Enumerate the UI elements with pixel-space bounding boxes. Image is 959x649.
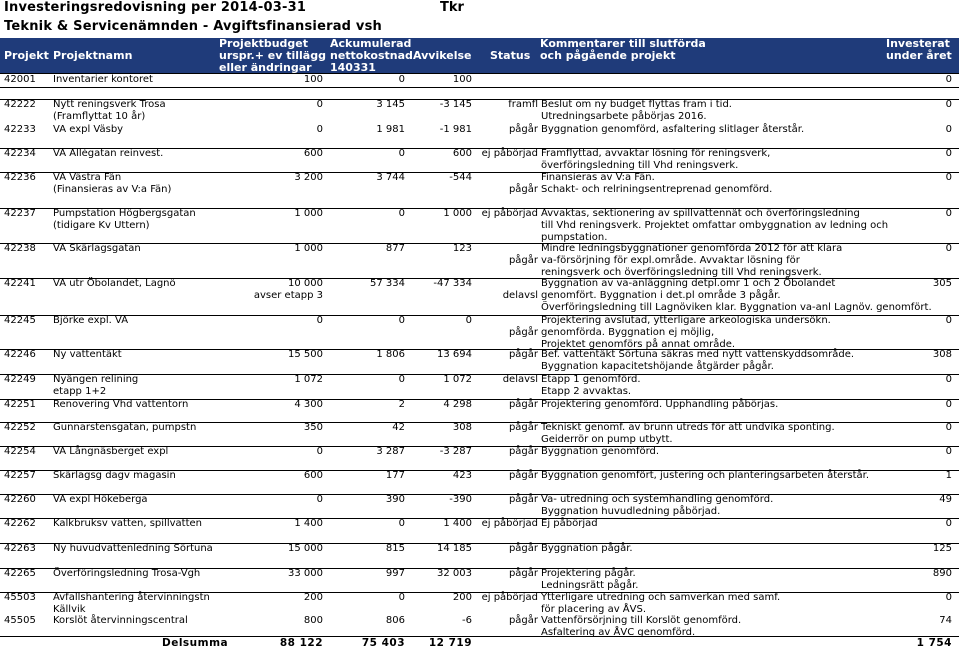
row-ack: 0 bbox=[398, 148, 405, 159]
col-budget-1: Projektbudget bbox=[219, 37, 309, 50]
row-project-name: Gunnarstensgatan, pumpstn bbox=[53, 422, 197, 433]
row-comment: Byggnation genomförd. bbox=[541, 446, 660, 457]
row-project-name: VA Allégatan reinvest. bbox=[53, 148, 164, 159]
row-avvikelse: 423 bbox=[452, 470, 472, 481]
row-investerat: 0 bbox=[945, 243, 952, 254]
row-budget: 0 bbox=[316, 446, 323, 457]
row-status: pågår bbox=[508, 543, 538, 554]
row-project-name: Skärlagsg dagv magasin bbox=[53, 470, 176, 481]
row-project-id: 42251 bbox=[4, 399, 36, 410]
row-comment: Byggnation huvudledning påbörjad. bbox=[541, 506, 721, 517]
row-investerat: 0 bbox=[945, 592, 952, 603]
row-ack: 57 334 bbox=[370, 278, 405, 289]
row-budget: 0 bbox=[316, 124, 323, 135]
footer-rule bbox=[0, 636, 959, 637]
row-status: ej påbörjad bbox=[481, 592, 538, 603]
row-comment: Va- utredning och systemhandling genomförd. bbox=[541, 494, 774, 505]
row-project-id: 42236 bbox=[4, 172, 36, 183]
row-investerat: 0 bbox=[945, 99, 952, 110]
row-investerat: 0 bbox=[945, 74, 952, 85]
row-project-id: 42237 bbox=[4, 208, 36, 219]
row-investerat: 125 bbox=[932, 543, 952, 554]
row-budget: 200 bbox=[303, 592, 323, 603]
row-ack: 3 287 bbox=[376, 446, 405, 457]
row-investerat: 0 bbox=[945, 172, 952, 183]
row-investerat: 0 bbox=[945, 124, 952, 135]
row-status: pågår bbox=[508, 184, 538, 195]
row-project-name: Inventarier kontoret bbox=[53, 74, 153, 85]
row-ack: 806 bbox=[385, 615, 405, 626]
row-ack: 42 bbox=[392, 422, 405, 433]
row-comment: Finansieras av V:a Fän. bbox=[541, 172, 655, 183]
col-budget-3: eller ändringar bbox=[219, 61, 312, 74]
row-comment: Projektering pågår. bbox=[541, 568, 636, 579]
row-budget: 0 bbox=[316, 315, 323, 326]
row-status: pågår bbox=[508, 349, 538, 360]
row-comment: Byggnation av va-anläggning detpl.omr 1 och 2 Öbolandet bbox=[541, 278, 836, 289]
row-status: pågår bbox=[508, 422, 538, 433]
row-budget: 800 bbox=[303, 615, 323, 626]
row-comment: Byggnation kapacitetshöjande åtgärder pågår. bbox=[541, 361, 774, 372]
row-investerat: 890 bbox=[932, 568, 952, 579]
row-investerat: 0 bbox=[945, 374, 952, 385]
row-comment: reningsverk och överföringsledning till Vhd reningsverk. bbox=[541, 267, 822, 278]
row-project-name: Nyängen relining bbox=[53, 374, 139, 385]
row-avvikelse: 32 003 bbox=[437, 568, 472, 579]
row-avvikelse: -544 bbox=[449, 172, 472, 183]
row-project-id: 42257 bbox=[4, 470, 36, 481]
row-project-id: 42234 bbox=[4, 148, 36, 159]
row-status: ej påbörjad bbox=[481, 208, 538, 219]
row-project-name: VA expl Hökeberga bbox=[53, 494, 148, 505]
row-separator bbox=[0, 87, 959, 88]
row-avvikelse: 100 bbox=[452, 74, 472, 85]
row-status: pågår bbox=[508, 615, 538, 626]
unit-label: Tkr bbox=[440, 0, 464, 15]
row-ack: 0 bbox=[398, 592, 405, 603]
row-budget-note: avser etapp 3 bbox=[253, 290, 323, 301]
row-project-name: Källvik bbox=[53, 604, 86, 615]
row-comment: Framflyttad, avvaktar lösning för reningsverk, bbox=[541, 148, 771, 159]
row-project-id: 45505 bbox=[4, 615, 36, 626]
row-ack: 177 bbox=[385, 470, 405, 481]
row-status: pågår bbox=[508, 255, 538, 266]
row-status: pågår bbox=[508, 327, 538, 338]
report-title: Investeringsredovisning per 2014-03-31 bbox=[4, 0, 307, 15]
row-investerat: 49 bbox=[939, 494, 952, 505]
row-ack: 2 bbox=[398, 399, 405, 410]
row-ack: 997 bbox=[385, 568, 405, 579]
row-comment: pumpstation. bbox=[541, 232, 608, 243]
row-avvikelse: -6 bbox=[462, 615, 472, 626]
row-project-name: VA Skärlagsgatan bbox=[53, 243, 141, 254]
footer-budget: 88 122 bbox=[279, 637, 323, 649]
row-budget: 1 000 bbox=[294, 243, 323, 254]
row-project-name: VA expl Väsby bbox=[53, 124, 124, 135]
row-budget: 0 bbox=[316, 99, 323, 110]
row-project-id: 42254 bbox=[4, 446, 36, 457]
row-avvikelse: 200 bbox=[452, 592, 472, 603]
row-investerat: 0 bbox=[945, 518, 952, 529]
col-investerat-1: Investerat bbox=[886, 37, 950, 50]
row-status: ej påbörjad bbox=[481, 148, 538, 159]
row-status: ej påbörjad bbox=[481, 518, 538, 529]
row-status: pågår bbox=[508, 494, 538, 505]
row-budget: 1 072 bbox=[294, 374, 323, 385]
row-comment: Projektering avslutad, ytterligare arkeologiska undersökn. bbox=[541, 315, 831, 326]
row-comment: Ej påbörjad bbox=[541, 518, 598, 529]
row-ack: 1 981 bbox=[376, 124, 405, 135]
row-avvikelse: -3 287 bbox=[439, 446, 472, 457]
row-comment: Asfaltering av ÅVC genomförd. bbox=[541, 627, 696, 638]
row-investerat: 308 bbox=[932, 349, 952, 360]
row-budget: 10 000 bbox=[288, 278, 323, 289]
row-project-id: 42252 bbox=[4, 422, 36, 433]
row-comment: Bef. vattentäkt Sörtuna säkras med nytt vattenskyddsområde. bbox=[541, 349, 855, 360]
row-project-id: 42262 bbox=[4, 518, 36, 529]
row-project-name: Kalkbruksv vatten, spillvatten bbox=[53, 518, 202, 529]
row-project-id: 42263 bbox=[4, 543, 36, 554]
row-ack: 0 bbox=[398, 74, 405, 85]
col-budget-2: urspr.+ ev tillägg bbox=[219, 49, 326, 62]
row-ack: 877 bbox=[385, 243, 405, 254]
row-comment: till Vhd reningsverk. Projektet omfattar ombyggnation av ledning och bbox=[541, 220, 889, 231]
row-investerat: 0 bbox=[945, 208, 952, 219]
row-ack: 0 bbox=[398, 315, 405, 326]
row-project-name: Överföringsledning Trosa-Vgh bbox=[53, 568, 201, 579]
row-comment: Överföringsledning till Lagnöviken klar. Byggnation va-anl Lagnöv. genomfört. bbox=[541, 302, 932, 313]
row-project-id: 45503 bbox=[4, 592, 36, 603]
row-comment: Avvaktas, sektionering av spillvattennät och överföringsledning bbox=[541, 208, 860, 219]
row-separator bbox=[0, 172, 959, 173]
row-comment: för placering av ÅVS. bbox=[541, 604, 647, 615]
row-comment: Geiderrör on pump utbytt. bbox=[541, 434, 673, 445]
row-budget: 350 bbox=[303, 422, 323, 433]
row-avvikelse: 14 185 bbox=[437, 543, 472, 554]
row-comment: Tekniskt genomf. av brunn utreds för att undvika sponting. bbox=[541, 422, 835, 433]
row-comment: Schakt- och relriningsentreprenad genomförd. bbox=[541, 184, 773, 195]
row-comment: Beslut om ny budget flyttas fram i tid. bbox=[541, 99, 732, 110]
row-investerat: 0 bbox=[945, 446, 952, 457]
row-project-id: 42245 bbox=[4, 315, 36, 326]
row-budget: 15 000 bbox=[288, 543, 323, 554]
row-avvikelse: -1 981 bbox=[439, 124, 472, 135]
row-budget: 0 bbox=[316, 494, 323, 505]
row-budget: 100 bbox=[303, 74, 323, 85]
row-investerat: 0 bbox=[945, 148, 952, 159]
row-budget: 3 200 bbox=[294, 172, 323, 183]
col-ack-1: Ackumulerad bbox=[330, 37, 412, 50]
row-project-id: 42238 bbox=[4, 243, 36, 254]
row-project-id: 42249 bbox=[4, 374, 36, 385]
row-status: pågår bbox=[508, 568, 538, 579]
row-status: pågår bbox=[508, 399, 538, 410]
col-kommentar-2: och pågående projekt bbox=[540, 49, 676, 62]
footer-investerat: 1 754 bbox=[916, 637, 952, 649]
row-project-name: Pumpstation Högbergsgatan bbox=[53, 208, 196, 219]
row-investerat: 1 bbox=[945, 470, 952, 481]
row-project-name: Avfallshantering återvinningstn bbox=[53, 592, 210, 603]
row-project-id: 42001 bbox=[4, 74, 36, 85]
row-avvikelse: 308 bbox=[452, 422, 472, 433]
row-avvikelse: 13 694 bbox=[437, 349, 472, 360]
row-comment: Ytterligare utredning och samverkan med samf. bbox=[541, 592, 781, 603]
row-investerat: 74 bbox=[939, 615, 952, 626]
row-ack: 3 145 bbox=[376, 99, 405, 110]
row-comment: Projektering genomförd. Upphandling påbörjas. bbox=[541, 399, 779, 410]
row-comment: Etapp 2 avvaktas. bbox=[541, 386, 632, 397]
row-avvikelse: 4 298 bbox=[443, 399, 472, 410]
row-avvikelse: -3 145 bbox=[439, 99, 472, 110]
row-avvikelse: 1 400 bbox=[443, 518, 472, 529]
row-investerat: 0 bbox=[945, 422, 952, 433]
row-budget: 33 000 bbox=[288, 568, 323, 579]
col-projekt: Projekt bbox=[4, 49, 49, 62]
row-comment: Utredningsarbete påbörjas 2016. bbox=[541, 111, 707, 122]
col-projektnamn: Projektnamn bbox=[53, 49, 133, 62]
row-comment: Vattenförsörjning till Korslöt genomförd. bbox=[541, 615, 742, 626]
row-budget: 600 bbox=[303, 148, 323, 159]
row-comment: genomförda. Byggnation ej möjlig, bbox=[541, 327, 715, 338]
row-status: delavsl bbox=[502, 290, 538, 301]
row-budget: 4 300 bbox=[294, 399, 323, 410]
row-project-name: Nytt reningsverk Trosa bbox=[53, 99, 166, 110]
footer-avvikelse: 12 719 bbox=[428, 637, 472, 649]
row-status: delavsl bbox=[502, 374, 538, 385]
col-investerat-2: under året bbox=[886, 49, 952, 62]
row-ack: 0 bbox=[398, 374, 405, 385]
row-project-name: Renovering Vhd vattentorn bbox=[53, 399, 189, 410]
row-project-id: 42233 bbox=[4, 124, 36, 135]
row-status: pågår bbox=[508, 446, 538, 457]
footer-ack: 75 403 bbox=[361, 637, 405, 649]
row-investerat: 0 bbox=[945, 399, 952, 410]
report-subtitle: Teknik & Servicenämnden - Avgiftsfinansierad vsh bbox=[4, 19, 382, 34]
row-budget: 1 000 bbox=[294, 208, 323, 219]
row-status: framfl bbox=[508, 99, 538, 110]
row-avvikelse: -390 bbox=[449, 494, 472, 505]
row-project-name: Korslöt återvinningscentral bbox=[53, 615, 188, 626]
row-project-name: VA Långnäsberget expl bbox=[53, 446, 169, 457]
row-project-name: Ny huvudvattenledning Sörtuna bbox=[53, 543, 213, 554]
row-status: pågår bbox=[508, 470, 538, 481]
row-project-name: (tidigare Kv Uttern) bbox=[53, 220, 150, 231]
row-project-name: VA utr Öbolandet, Lagnö bbox=[53, 278, 176, 289]
row-avvikelse: -47 334 bbox=[433, 278, 472, 289]
col-avvikelse: Avvikelse bbox=[413, 49, 472, 62]
row-budget: 1 400 bbox=[294, 518, 323, 529]
table-header bbox=[0, 38, 959, 74]
row-ack: 1 806 bbox=[376, 349, 405, 360]
row-ack: 0 bbox=[398, 518, 405, 529]
row-avvikelse: 600 bbox=[452, 148, 472, 159]
row-comment: Etapp 1 genomförd. bbox=[541, 374, 641, 385]
row-investerat: 0 bbox=[945, 315, 952, 326]
row-ack: 3 744 bbox=[376, 172, 405, 183]
row-comment: va-försörjning för expl.område. Avvaktar lösning för bbox=[541, 255, 800, 266]
row-project-id: 42246 bbox=[4, 349, 36, 360]
row-project-id: 42260 bbox=[4, 494, 36, 505]
row-project-name: etapp 1+2 bbox=[53, 386, 107, 397]
row-ack: 815 bbox=[385, 543, 405, 554]
row-budget: 15 500 bbox=[288, 349, 323, 360]
col-kommentar-1: Kommentarer till slutförda bbox=[540, 37, 706, 50]
col-status: Status bbox=[490, 49, 531, 62]
row-project-name: Björke expl. VA bbox=[53, 315, 129, 326]
row-project-id: 42265 bbox=[4, 568, 36, 579]
row-comment: Byggnation genomförd, asfaltering slitlager återstår. bbox=[541, 124, 805, 135]
row-comment: Ledningsrätt pågår. bbox=[541, 580, 639, 591]
row-budget: 600 bbox=[303, 470, 323, 481]
row-comment: Mindre ledningsbyggnationer genomförda 2012 för att klara bbox=[541, 243, 843, 254]
row-status: pågår bbox=[508, 124, 538, 135]
col-ack-3: 140331 bbox=[330, 61, 376, 74]
row-project-name: Ny vattentäkt bbox=[53, 349, 122, 360]
row-avvikelse: 1 072 bbox=[443, 374, 472, 385]
row-ack: 390 bbox=[385, 494, 405, 505]
row-ack: 0 bbox=[398, 208, 405, 219]
row-avvikelse: 0 bbox=[465, 315, 472, 326]
row-project-name: VA Västra Fän bbox=[53, 172, 122, 183]
row-project-name: (Framflyttat 10 år) bbox=[53, 111, 146, 122]
row-comment: genomfört. Byggnation i det.pl område 3 pågår. bbox=[541, 290, 781, 301]
row-avvikelse: 123 bbox=[452, 243, 472, 254]
row-project-id: 42241 bbox=[4, 278, 36, 289]
row-project-id: 42222 bbox=[4, 99, 36, 110]
row-investerat: 305 bbox=[932, 278, 952, 289]
row-comment: överföringsledning till Vhd reningsverk. bbox=[541, 160, 739, 171]
row-project-name: (Finansieras av V:a Fän) bbox=[53, 184, 172, 195]
row-avvikelse: 1 000 bbox=[443, 208, 472, 219]
row-comment: Projektet genomförs på annat område. bbox=[541, 339, 736, 350]
col-ack-2: nettokostnad bbox=[330, 49, 413, 62]
row-comment: Byggnation pågår. bbox=[541, 543, 633, 554]
row-comment: Byggnation genomfört, justering och planteringsarbeten återstår. bbox=[541, 470, 870, 481]
footer-label: Delsumma bbox=[162, 637, 229, 649]
